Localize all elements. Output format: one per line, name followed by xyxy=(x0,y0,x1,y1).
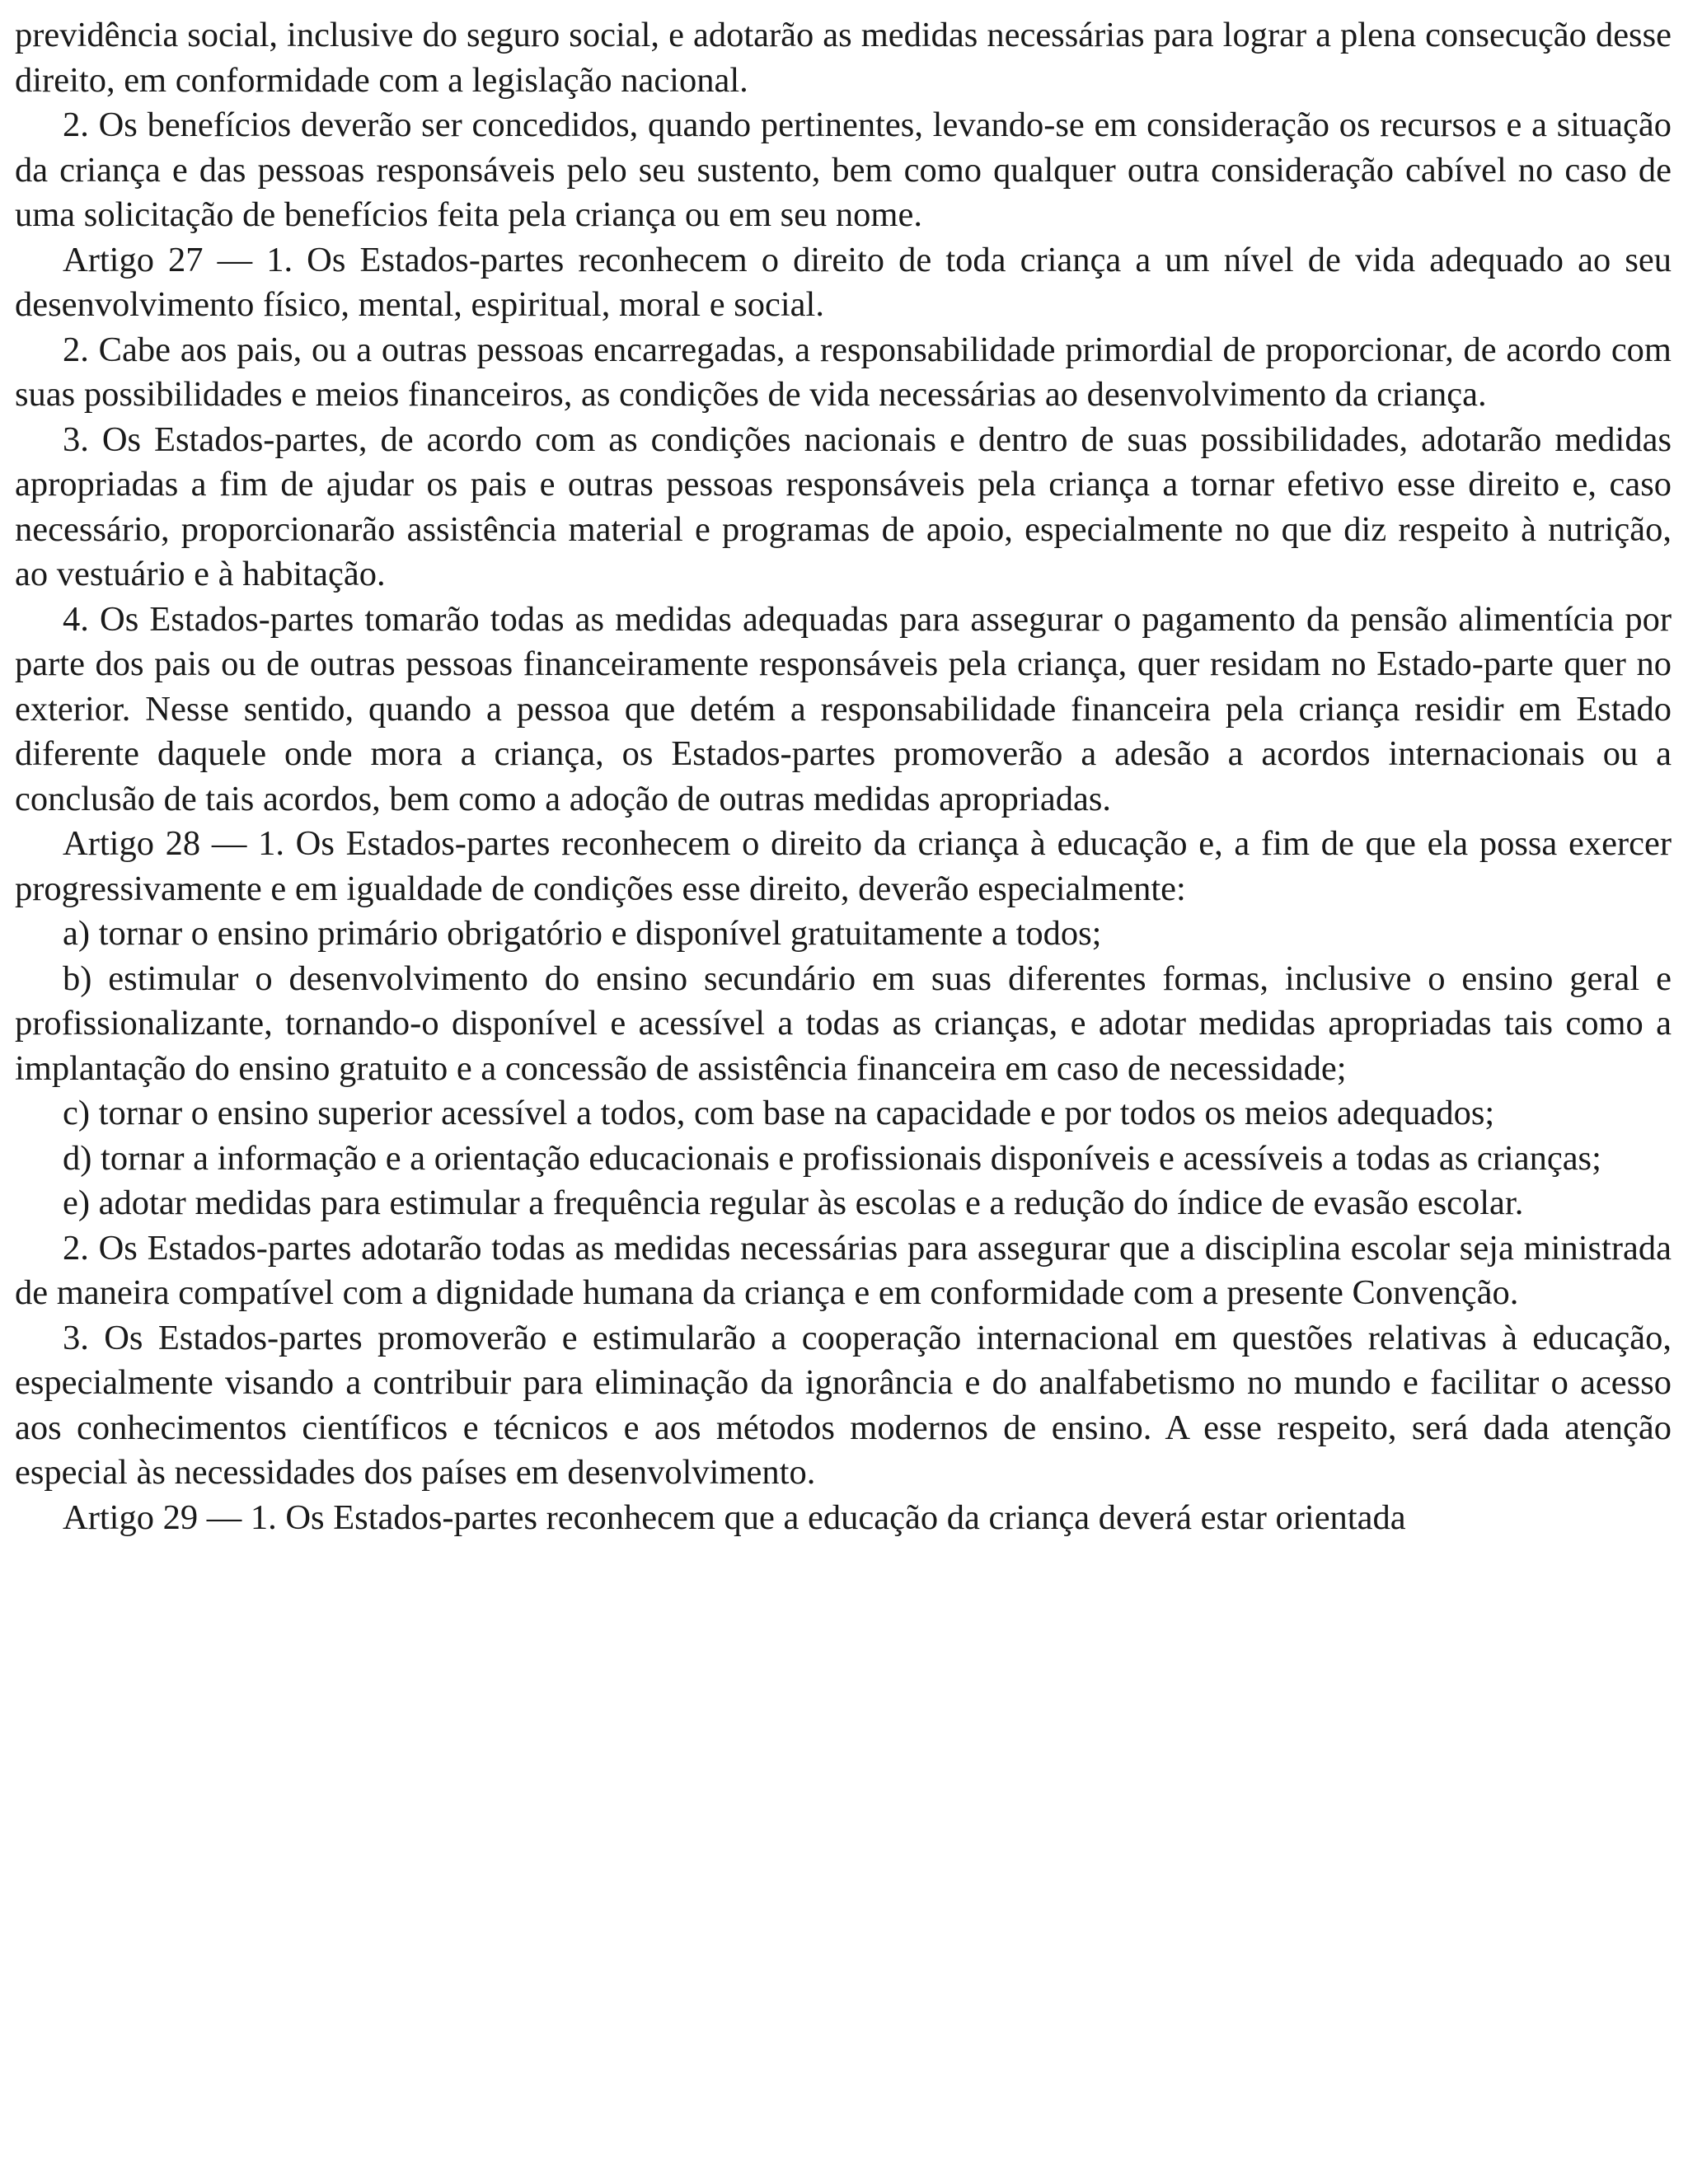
paragraph-art28-item1-b: b) estimular o desenvolvimento do ensino secundário em suas diferentes formas, inclusive o ensino geral e profissionalizante, tornando-o disponível e acessível a todas as crianças, e adotar medidas apropriadas tais como a implantação do ensino gratuito e a concessão de assistência financeira em caso de necessidade; xyxy=(15,958,1672,1088)
paragraph-art27-item4: 4. Os Estados-partes tomarão todas as medidas adequadas para assegurar o pagamento da pensão alimentícia por parte dos pais ou de outras pessoas financeiramente responsáveis pela criança, quer residam no Estado-parte quer no exterior. Nesse sentido, quando a pessoa que detém a responsabilidade financeira pela criança residir em Estado diferente daquele onde mora a criança, os Estados-partes promoverão a adesão a acordos internacionais ou a conclusão de tais acordos, bem como a adoção de outras medidas apropriadas. xyxy=(15,599,1672,818)
paragraph-art28-item1: Artigo 28 — 1. Os Estados-partes reconhecem o direito da criança à educação e, a fim de que ela possa exercer progressivamente e em igualdade de condições esse direito, deverão especialmente: xyxy=(15,824,1672,908)
paragraph-art27-item1: Artigo 27 — 1. Os Estados-partes reconhecem o direito de toda criança a um nível de vida adequado ao seu desenvolvimento físico, mental, espiritual, moral e social. xyxy=(15,240,1672,324)
paragraph-art28-item1-c: c) tornar o ensino superior acessível a todos, com base na capacidade e por todos os meios adequados; xyxy=(63,1094,1495,1132)
paragraph-art26-item2: 2. Os benefícios deverão ser concedidos, quando pertinentes, levando-se em consideração os recursos e a situação da criança e das pessoas responsáveis pelo seu sustento, bem como qualquer outra consideração cabível no caso de uma solicitação de benefícios feita pela criança ou em seu nome. xyxy=(15,105,1672,234)
document-page xyxy=(15,13,1672,1540)
paragraph-art29-item1: Artigo 29 — 1. Os Estados-partes reconhecem que a educação da criança deverá estar orientada xyxy=(63,1497,1406,1537)
paragraph-art28-item2: 2. Os Estados-partes adotarão todas as medidas necessárias para assegurar que a disciplina escolar seja ministrada de maneira compatível com a dignidade humana da criança e em conformidade com a presente Convenção. xyxy=(15,1228,1672,1312)
paragraph-art27-item3: 3. Os Estados-partes, de acordo com as condições nacionais e dentro de suas possibilidades, adotarão medidas apropriadas a fim de ajudar os pais e outras pessoas responsáveis pela criança a tornar efetivo esse direito e, caso necessário, proporcionarão assistência material e programas de apoio, especialmente no que diz respeito à nutrição, ao vestuário e à habitação. xyxy=(15,419,1672,593)
paragraph-art28-item1-d: d) tornar a informação e a orientação educacionais e profissionais disponíveis e acessíveis a todas as crianças; xyxy=(63,1138,1601,1178)
paragraph-continuation: previdência social, inclusive do seguro social, e adotarão as medidas necessárias para lograr a plena consecução desse direito, em conformidade com a legislação nacional. xyxy=(15,16,1672,100)
paragraph-art28-item1-e: e) adotar medidas para estimular a frequência regular às escolas e a redução do índice de evasão escolar. xyxy=(63,1183,1524,1222)
paragraph-art27-item2: 2. Cabe aos pais, ou a outras pessoas encarregadas, a responsabilidade primordial de proporcionar, de acordo com suas possibilidades e meios financeiros, as condições de vida necessárias ao desenvolvimento da criança. xyxy=(15,330,1672,414)
paragraph-art28-item3: 3. Os Estados-partes promoverão e estimularão a cooperação internacional em questões relativas à educação, especialmente visando a contribuir para eliminação da ignorância e do analfabetismo no mundo e facilitar o acesso aos conhecimentos científicos e técnicos e aos métodos modernos de ensino. A esse respeito, será dada atenção especial às necessidades dos países em desenvolvimento. xyxy=(15,1318,1672,1492)
paragraph-art28-item1-a: a) tornar o ensino primário obrigatório e disponível gratuitamente a todos; xyxy=(63,914,1102,953)
